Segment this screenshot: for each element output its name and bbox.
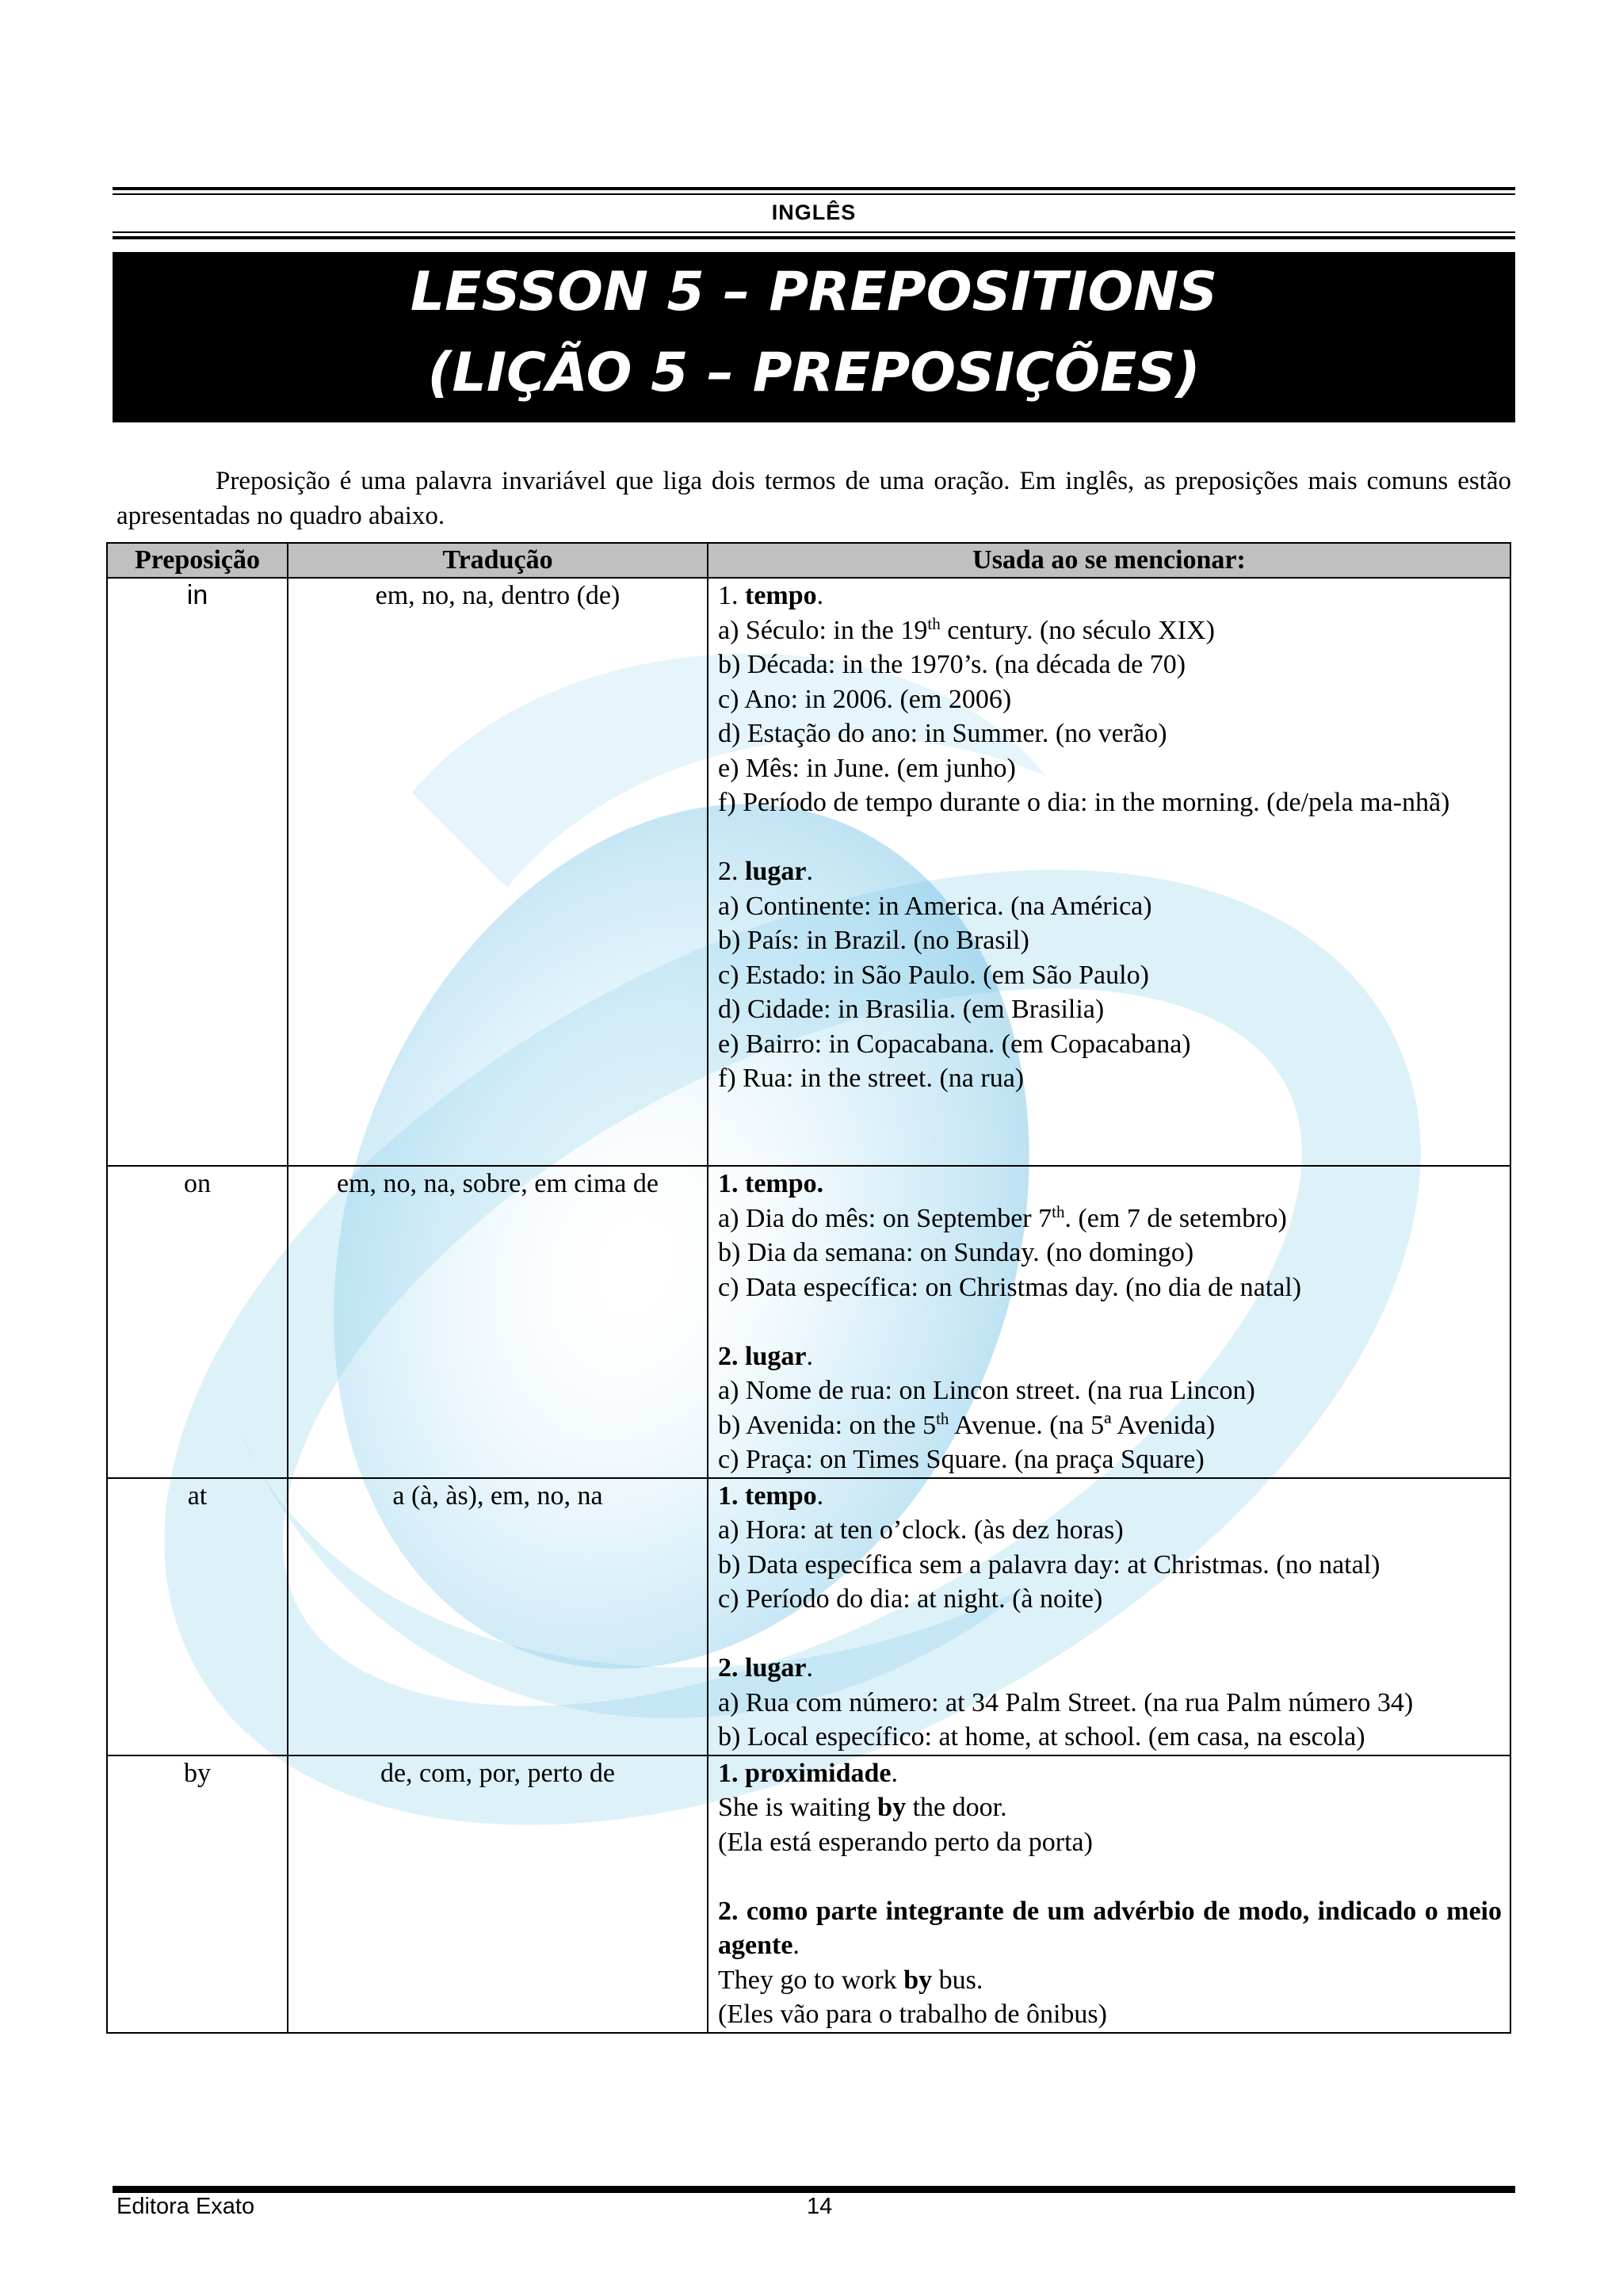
lesson-title-banner [113, 252, 1515, 422]
usage-cell [708, 578, 1510, 1166]
usage-item: a) Continente: in America. (na América) [718, 891, 1152, 921]
usage-item: b) Avenida: on the 5th Avenue. (na 5ª Avenida) [718, 1408, 1216, 1440]
usage-item: c) Ano: in 2006. (em 2006) [718, 684, 1012, 714]
usage-item: a) Dia do mês: on September 7th. (em 7 de setembro) [718, 1201, 1287, 1233]
subject-label: INGLÊS [771, 201, 857, 224]
col-header-usage: Usada ao se mencionar: [708, 543, 1510, 578]
usage-item: a) Hora: at ten o’clock. (às dez horas) [718, 1515, 1124, 1545]
table-row-by [107, 1755, 1510, 2033]
footer-rule [113, 2186, 1515, 2193]
col-header-preposition: Preposição [107, 543, 288, 578]
usage-section-heading: 2. lugar. [718, 1653, 813, 1683]
usage-section-heading: 1. proximidade. [718, 1758, 899, 1788]
header-bottom-rule [113, 231, 1515, 239]
usage-item: a) Nome de rua: on Lincon street. (na rua Lincon) [718, 1376, 1255, 1405]
usage-section-heading: 2. como parte integrante de um advérbio de modo, indicado o meio agente. [718, 1896, 1502, 1960]
usage-item: b) Data específica sem a palavra day: at Christmas. (no natal) [718, 1549, 1381, 1580]
lesson-title: LESSON 5 – PREPOSITIONS [410, 261, 1218, 323]
usage-item: e) Mês: in June. (em junho) [718, 753, 1016, 783]
translation-cell: em, no, na, sobre, em cima de [288, 1166, 708, 1478]
usage-example-translation: (Ela está esperando perto da porta) [718, 1827, 1093, 1857]
preposition-cell: in [107, 578, 288, 1166]
lesson-subtitle: (LIÇÃO 5 – PREPOSIÇÕES) [427, 342, 1201, 404]
usage-item: c) Estado: in São Paulo. (em São Paulo) [718, 960, 1149, 990]
usage-item: d) Estação do ano: in Summer. (no verão) [718, 719, 1167, 748]
translation-cell: de, com, por, perto de [288, 1755, 708, 2033]
usage-item: a) Século: in the 19th century. (no século XIX) [718, 613, 1215, 645]
usage-cell [708, 1166, 1510, 1478]
usage-item: b) Local específico: at home, at school. (em casa, na escola) [718, 1722, 1365, 1752]
intro-paragraph: Preposição é uma palavra invariável que liga dois termos de uma oração. Em inglês, as preposições mais comuns estão apresentadas no quadro abaixo. [116, 467, 1511, 530]
usage-example: She is waiting by the door. [718, 1793, 1007, 1822]
preposition-cell: at [107, 1478, 288, 1755]
translation-cell: em, no, na, dentro (de) [288, 578, 708, 1166]
table-row-at [107, 1478, 1510, 1755]
usage-cell [708, 1478, 1510, 1755]
page-number: 14 [807, 2194, 833, 2219]
usage-section-heading: 1. tempo. [718, 1480, 824, 1511]
usage-item: c) Período do dia: at night. (à noite) [718, 1584, 1103, 1614]
prepositions-table [106, 542, 1511, 2034]
usage-item: b) Dia da semana: on Sunday. (no domingo) [718, 1238, 1194, 1267]
usage-section-heading: 1. tempo. [718, 581, 824, 610]
table-row-in [107, 578, 1510, 1166]
usage-item: e) Bairro: in Copacabana. (em Copacabana) [718, 1029, 1191, 1059]
usage-section-heading: 2. lugar. [718, 857, 813, 886]
usage-example: They go to work by bus. [718, 1965, 983, 1995]
usage-item: d) Cidade: in Brasilia. (em Brasilia) [718, 995, 1105, 1024]
usage-item: b) Década: in the 1970’s. (na década de 70) [718, 650, 1186, 679]
usage-section-heading: 1. tempo. [718, 1169, 824, 1198]
table-row-on [107, 1166, 1510, 1478]
footer-publisher: Editora Exato [116, 2194, 255, 2219]
table-header-row [107, 543, 1510, 578]
usage-item: c) Praça: on Times Square. (na praça Square) [718, 1445, 1205, 1474]
usage-item: a) Rua com número: at 34 Palm Street. (na rua Palm número 34) [718, 1687, 1414, 1717]
preposition-cell: on [107, 1166, 288, 1478]
usage-item: b) País: in Brazil. (no Brasil) [718, 926, 1029, 955]
usage-section-heading: 2. lugar. [718, 1341, 813, 1371]
header-top-rule [113, 187, 1515, 195]
usage-item: c) Data específica: on Christmas day. (no dia de natal) [718, 1272, 1302, 1302]
usage-example-translation: (Eles vão para o trabalho de ônibus) [718, 2000, 1107, 2029]
usage-item: f) Rua: in the street. (na rua) [718, 1064, 1025, 1093]
translation-cell: a (à, às), em, no, na [288, 1478, 708, 1755]
preposition-cell: by [107, 1755, 288, 2033]
usage-cell [708, 1755, 1510, 2033]
usage-item: f) Período de tempo durante o dia: in the morning. (de/pela ma-nhã) [718, 788, 1450, 817]
col-header-translation: Tradução [288, 543, 708, 578]
